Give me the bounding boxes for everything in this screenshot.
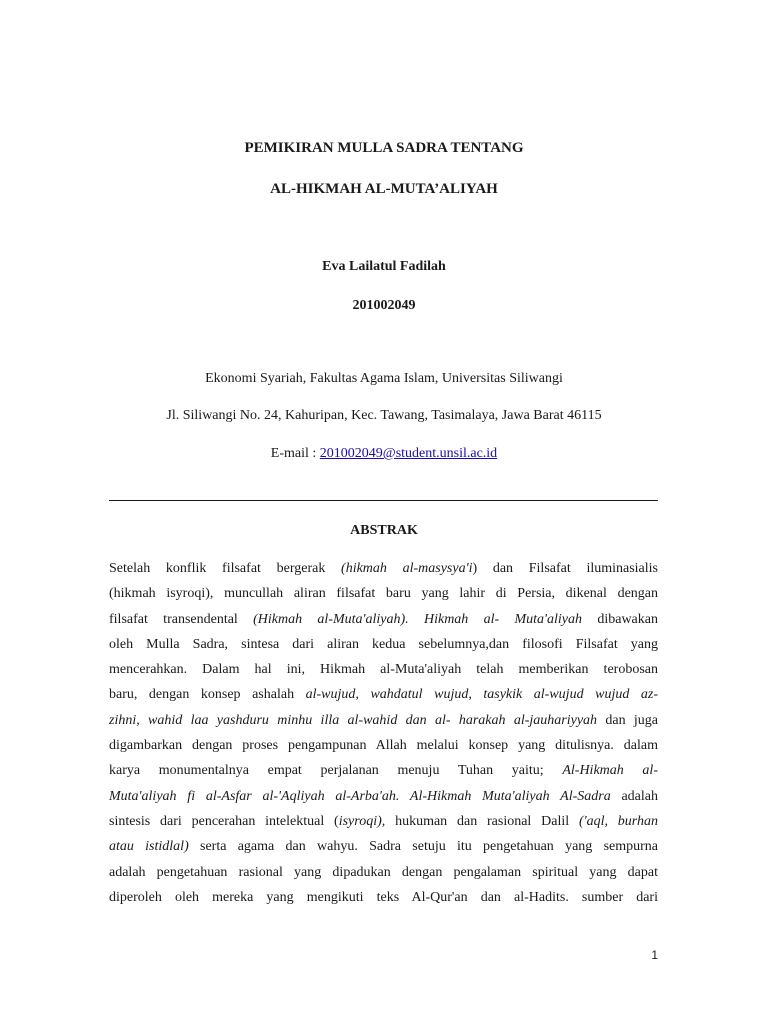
abstract-text: Setelah konflik filsafat bergerak <box>109 561 342 576</box>
abstract-line <box>109 758 658 783</box>
abstract-text: dan juga <box>597 712 658 728</box>
abstract-line <box>109 657 658 682</box>
page-number: 1 <box>651 948 658 962</box>
abstract-text: dibawakan <box>582 611 658 627</box>
abstract-text: serta agama dan wahyu. Sadra setuju itu pengetahuan yang sempurna <box>188 839 658 855</box>
abstract-line <box>109 834 658 859</box>
abstract-text: adalah pengetahuan rasional yang dipadukan dengan pengalaman spiritual yang dapat <box>109 864 658 880</box>
abstract-text: baru, dengan konsep ashalah <box>109 687 306 703</box>
abstract-line <box>109 682 658 707</box>
abstract-text: karya monumentalnya empat perjalanan menuju Tuhan yaitu; <box>109 763 563 779</box>
abstract-line <box>109 632 658 657</box>
abstract-line <box>109 809 658 834</box>
abstract-text: diperoleh oleh mereka yang mengikuti teks Al-Qur'an dan al-Hadits. sumber dari <box>109 889 658 905</box>
abstract-text: ) dan Filsafat iluminasialis <box>472 561 659 576</box>
abstract-italic-text: zihni, wahid laa yashduru minhu illa al-wahid dan al- harakah al-jauhariyyah <box>109 712 598 728</box>
email-label: E-mail : <box>270 446 320 461</box>
abstract-text: filsafat transendental <box>109 611 254 627</box>
email-link[interactable]: 201002049@student.unsil.ac.id <box>319 446 498 461</box>
abstract-body <box>109 556 658 910</box>
abstract-line <box>109 860 658 885</box>
abstract-heading: ABSTRAK <box>350 523 418 538</box>
abstract-line <box>109 556 658 581</box>
student-id: 201002049 <box>352 298 416 313</box>
abstract-text: sintesis dari pencerahan intelektual ( <box>109 813 339 829</box>
abstract-text: oleh Mulla Sadra, sintesa dari aliran kedua sebelumnya,dan filosofi Filsafat yang <box>109 636 658 652</box>
address: Jl. Siliwangi No. 24, Kahuripan, Kec. Tawang, Tasimalaya, Jawa Barat 46115 <box>166 408 602 423</box>
paper-title-line-2: AL-HIKMAH AL-MUTA’ALIYAH <box>270 181 498 197</box>
abstract-italic-text: isyroqi), <box>338 813 386 829</box>
abstract-line <box>109 885 658 910</box>
abstract-text: mencerahkan. Dalam hal ini, Hikmah al-Muta'aliyah telah memberikan terobosan <box>109 662 658 678</box>
abstract-line <box>109 784 658 809</box>
abstract-text: hukuman dan rasional Dalil <box>385 813 579 829</box>
abstract-line <box>109 733 658 758</box>
abstract-italic-text: atau istidlal) <box>109 839 189 855</box>
abstract-italic-text: (hikmah al-masysya'i <box>341 561 473 576</box>
abstract-italic-text: al-wujud, wahdatul wujud, tasykik al-wujud wujud az- <box>305 687 658 703</box>
abstract-italic-text: Al-Hikmah al- <box>562 763 658 779</box>
paper-title-line-1: PEMIKIRAN MULLA SADRA TENTANG <box>244 140 524 156</box>
author-name: Eva Lailatul Fadilah <box>322 259 446 274</box>
abstract-line <box>109 607 658 632</box>
abstract-line <box>109 708 658 733</box>
abstract-italic-text: ('aql, burhan <box>578 813 658 829</box>
abstract-text: (hikmah isyroqi), muncullah aliran filsafat baru yang lahir di Persia, dikenal dengan <box>109 586 658 602</box>
horizontal-divider <box>109 500 658 501</box>
abstract-italic-text: Muta'aliyah fi al-Asfar al-'Aqliyah al-Arba'ah. Al-Hikmah Muta'aliyah Al-Sadra <box>109 788 611 804</box>
affiliation: Ekonomi Syariah, Fakultas Agama Islam, Universitas Siliwangi <box>205 371 563 386</box>
abstract-line <box>109 581 658 606</box>
email-line <box>0 445 768 463</box>
abstract-text: digambarkan dengan proses pengampunan Allah melalui konsep yang ditulisnya. dalam <box>109 738 658 754</box>
abstract-text: adalah <box>610 788 658 804</box>
abstract-italic-text: (Hikmah al-Muta'aliyah). Hikmah al- Muta'aliyah <box>253 611 583 627</box>
